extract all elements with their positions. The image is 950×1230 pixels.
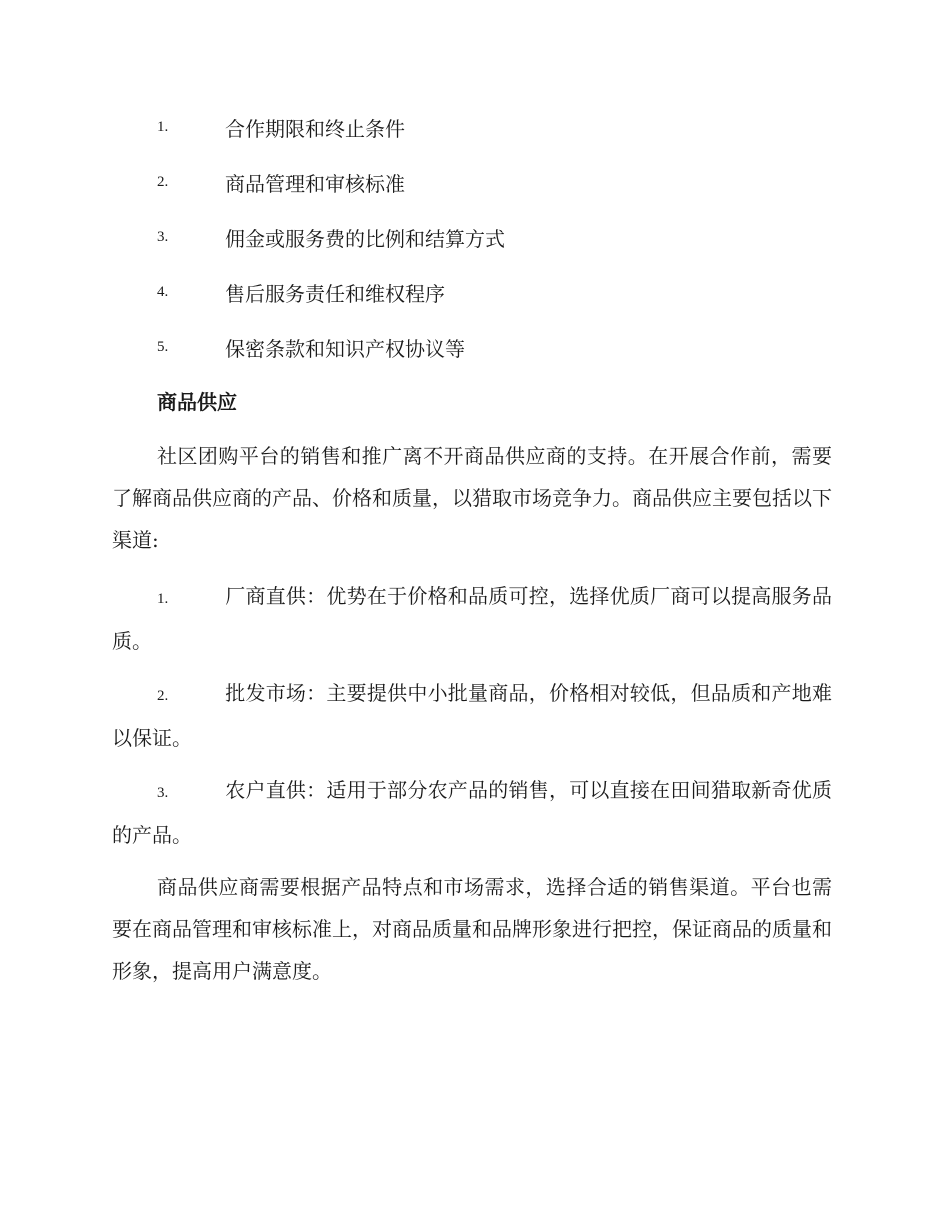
channel-text: 农户直供：适用于部分农产品的销售，可以直接在田间猎取新奇优质的产品。 (112, 778, 832, 847)
list-item (157, 167, 405, 197)
list-text: 保密条款和知识产权协议等 (225, 336, 465, 361)
list-item (157, 112, 405, 142)
list-number: 3. (157, 228, 169, 245)
list-item (157, 222, 505, 252)
list-text: 商品管理和审核标准 (225, 171, 405, 196)
list-item (157, 332, 465, 362)
list-text: 售后服务责任和维权程序 (225, 281, 445, 306)
channel-item (112, 575, 832, 662)
conclusion-paragraph: 商品供应商需要根据产品特点和市场需求，选择合适的销售渠道。平台也需要在商品管理和审核标准上，对商品质量和品牌形象进行把控，保证商品的质量和形象，提高用户满意度。 (112, 875, 832, 983)
list-text: 佣金或服务费的比例和结算方式 (225, 226, 505, 251)
list-text: 合作期限和终止条件 (225, 116, 405, 141)
list-number: 3. (157, 785, 169, 801)
section-heading: 商品供应 (157, 390, 237, 414)
list-number: 2. (157, 173, 169, 190)
channel-item (112, 672, 832, 759)
list-number: 5. (157, 338, 169, 355)
channel-text: 厂商直供：优势在于价格和品质可控，选择优质厂商可以提高服务品质。 (112, 584, 832, 653)
list-item (157, 277, 445, 307)
channel-text: 批发市场：主要提供中小批量商品，价格相对较低，但品质和产地难以保证。 (112, 681, 832, 750)
list-number: 1. (157, 591, 169, 607)
list-number: 1. (157, 118, 169, 135)
intro-paragraph: 社区团购平台的销售和推广离不开商品供应商的支持。在开展合作前，需要了解商品供应商的产品、价格和质量，以猎取市场竞争力。商品供应主要包括以下渠道: (112, 444, 832, 552)
list-number: 4. (157, 283, 169, 300)
channel-item (112, 769, 832, 856)
list-number: 2. (157, 688, 169, 704)
